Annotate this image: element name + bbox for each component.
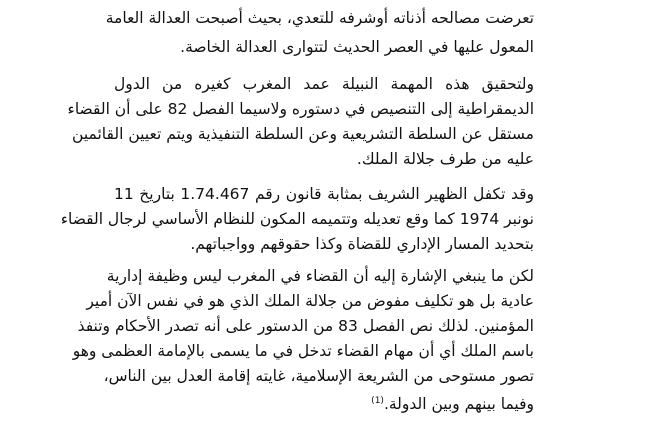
paragraph-3-line-3: بتحديد المسار الإداري للقضاة وكذا حقوقهم وواجباتهم. xyxy=(190,235,534,253)
paragraph-3-line-2: نونبر 1974 كما وقع تعديله وتتميمه المكون للنظام الأساسي لرجال القضاء xyxy=(60,210,534,228)
paragraph-4-line-4: باسم الملك أي أن مهام القضاء تدخل في ما يسمى بالإمامة العظمى وهو xyxy=(72,342,534,360)
paragraph-2-line-4: عليه من طرف جلالة الملك. xyxy=(356,150,534,168)
paragraph-2-line-1: ولتحقيق هذه المهمة النبيلة عمد المغرب كغيره من الدول xyxy=(114,75,534,93)
paragraph-1-line-1: تعرضت مصالحه أذناته أوشرفه للتعدي، بحيث أصبحت العدالة العامة xyxy=(105,9,534,27)
paragraph-4-line-3: المؤمنين. لذلك نص الفصل 83 من الدستور على أنه تصدر الأحكام وتنفذ xyxy=(77,317,534,335)
paragraph-4-line-1: لكن ما ينبغي الإشارة إليه أن القضاء في المغرب ليس وظيفة إدارية xyxy=(106,267,534,285)
paragraph-4-line-5: تصور مستوحى من الشريعة الإسلامية، غايته إقامة العدل بين الناس، xyxy=(103,367,534,385)
paragraph-2-line-2: الديمقراطية إلى التنصيص في دستوره ولاسيما الفصل 82 على أن القضاء xyxy=(67,100,534,118)
paragraph-4-line-6-text: وفيما بينهم وبين الدولة. xyxy=(383,395,534,413)
paragraph-1-line-2: المعول عليها في العصر الحديث لتتوارى العدالة الخاصة. xyxy=(180,38,534,56)
paragraph-3-line-1: وقد تكفل الظهير الشريف بمثابة قانون رقم 1.74.467 بتاريخ 11 xyxy=(114,185,534,203)
footnote-reference: (1) xyxy=(371,396,384,406)
paragraph-2-line-3: مستقل عن السلطة التشريعية وعن السلطة التنفيذية ويتم تعيين القائمين xyxy=(72,125,534,143)
paragraph-4-line-2: عادية بل هو تكليف مفوض من جلالة الملك الذي هو في نفس الآن أمير xyxy=(86,292,534,310)
paragraph-4-line-6 xyxy=(114,391,534,414)
